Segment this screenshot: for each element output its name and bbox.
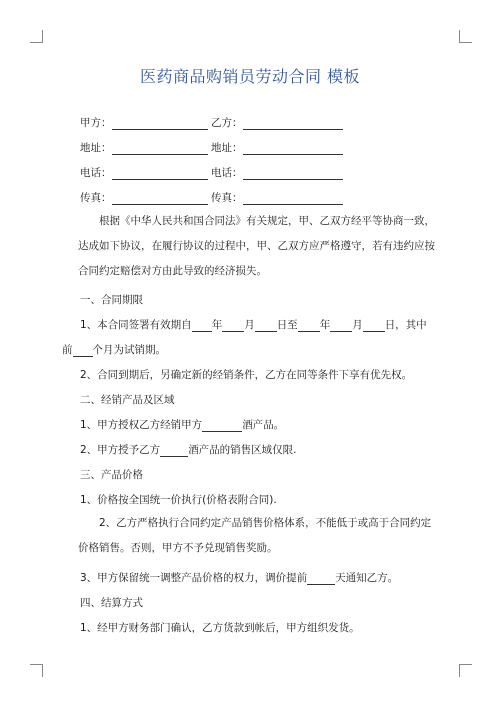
clause-3-2: 2、乙方严格执行合同约定产品销售价格体系，不能低于或高于合同约定价格销售。否则，甲方不予兑现销售奖励。 [78, 517, 432, 554]
crop-mark-top-right [459, 30, 472, 43]
clause-4-1: 1、经甲方财务部门确认，乙方货款到帐后，甲方组织发货。 [80, 622, 360, 634]
party-b-address-blank[interactable] [243, 143, 343, 155]
clause-2-2-text-a: 2、甲方授予乙方 [80, 444, 161, 456]
party-b-phone-blank[interactable] [243, 168, 343, 180]
clause-2-1 [80, 418, 284, 432]
party-b-name-row [211, 116, 343, 130]
party-a-name-blank[interactable] [112, 118, 208, 130]
clause-1-1-text-a: 1、本合同签署有效期自 [80, 319, 192, 331]
end-month-blank[interactable] [330, 320, 352, 332]
party-b-address-label: 地址： [211, 142, 243, 154]
start-month-blank[interactable] [222, 320, 244, 332]
crop-mark-bottom-left [30, 664, 43, 677]
party-b-name-label: 乙方： [211, 117, 243, 129]
clause-3-3-text-b: 天通知乙方。 [335, 572, 399, 584]
clause-3-3-text-a: 3、甲方保留统一调整产品价格的权力，调价提前 [80, 572, 308, 584]
party-b-phone-row [211, 166, 343, 180]
end-month-label: 月 [352, 319, 363, 331]
section-3-heading: 三、产品价格 [80, 469, 143, 481]
clause-2-1-text-a: 1、甲方授权乙方经销甲方 [80, 419, 203, 431]
party-a-fax-blank[interactable] [112, 193, 208, 205]
clause-2-2-text-b: 酒产品的销售区域仅限. [188, 444, 297, 456]
party-a-fax-label: 传真： [80, 192, 112, 204]
trial-months-blank[interactable] [73, 345, 93, 357]
party-b-name-blank[interactable] [243, 118, 343, 130]
party-b-address-row [211, 141, 343, 155]
start-day-blank[interactable] [255, 320, 277, 332]
start-year-blank[interactable] [192, 320, 212, 332]
party-a-name-row [80, 116, 208, 130]
preamble-paragraph: 根据《中华人民共和国合同法》有关规定，甲、乙双方经平等协商一致，达成如下协议，在履行协议的过程中，甲、乙双方应严格遵守，若有违约应按合同约定赔偿对方由此导致的经济损失。 [78, 215, 435, 277]
clause-1-1-text-c: 个月为试销期。 [92, 344, 166, 356]
party-b-fax-label: 传真： [211, 192, 243, 204]
party-a-phone-label: 电话： [80, 167, 112, 179]
clause-3-3 [80, 571, 398, 585]
end-year-blank[interactable] [298, 320, 320, 332]
party-a-address-blank[interactable] [112, 143, 208, 155]
party-b-fax-row [211, 191, 343, 205]
clause-1-1-line-2 [62, 343, 166, 357]
party-a-phone-blank[interactable] [112, 168, 208, 180]
end-day-label: 日，其中 [384, 319, 427, 331]
end-year-label: 年 [319, 319, 331, 331]
party-a-address-label: 地址： [80, 142, 112, 154]
party-a-fax-row [80, 191, 208, 205]
clause-3-1: 1、价格按全国统一价执行(价格表附合同). [80, 494, 277, 506]
region-product-blank[interactable] [160, 445, 188, 457]
clause-2-2 [80, 443, 297, 457]
clause-1-1-line-1 [80, 318, 427, 332]
section-1-heading: 一、合同期限 [80, 294, 143, 306]
clause-2-1-text-b: 酒产品。 [242, 419, 285, 431]
section-4-heading: 四、结算方式 [80, 597, 143, 609]
start-month-label: 月 [244, 319, 255, 331]
document-title: 医药商品购销员劳动合同 模板 [139, 67, 361, 86]
party-a-phone-row [80, 166, 208, 180]
clause-1-1-text-b: 前 [62, 344, 73, 356]
clause-1-2: 2、合同到期后，另确定新的经销条件，乙方在同等条件下享有优先权。 [80, 369, 413, 381]
party-b-phone-label: 电话： [211, 167, 243, 179]
party-b-fax-blank[interactable] [243, 193, 343, 205]
start-day-label: 日至 [276, 319, 298, 331]
section-2-heading: 二、经销产品及区域 [80, 394, 175, 406]
party-a-address-row [80, 141, 208, 155]
crop-mark-bottom-right [459, 664, 472, 677]
product-name-blank[interactable] [202, 420, 242, 432]
notice-days-blank[interactable] [307, 573, 335, 585]
end-day-blank[interactable] [363, 320, 385, 332]
start-year-label: 年 [211, 319, 223, 331]
crop-mark-top-left [30, 30, 43, 43]
party-a-name-label: 甲方： [80, 117, 112, 129]
